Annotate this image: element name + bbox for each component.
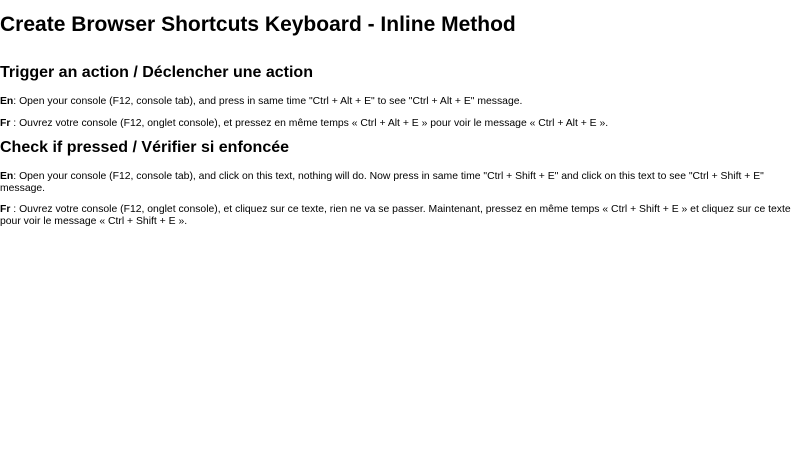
clickable-text-french[interactable]: [0, 204, 800, 227]
language-label-fr: Fr: [0, 204, 11, 215]
instruction-english-trigger: [0, 96, 800, 108]
instruction-text-fr: Ouvrez votre console (F12, onglet console), et cliquez sur ce texte, rien ne va se passer. Maintenant, pressez en même temps « Ctrl + Shift + E » et cliquez sur ce texte pour voir le message « Ctrl + Shift + E ».: [0, 204, 791, 227]
label-separator: :: [13, 171, 20, 182]
clickable-text-english[interactable]: [0, 171, 800, 194]
label-separator: :: [10, 204, 20, 215]
section-check-pressed: [0, 138, 800, 227]
section-heading-check-pressed: Check if pressed / Vérifier si enfoncée: [0, 139, 290, 156]
instruction-text-fr: Ouvrez votre console (F12, onglet console), et pressez en même temps « Ctrl + Alt + E » pour voir le message « Ctrl + Alt + E ».: [19, 117, 609, 129]
language-label-en: En: [0, 171, 14, 182]
label-separator: :: [13, 96, 20, 107]
instruction-text-en: Open your console (F12, console tab), and press in same time "Ctrl + Alt + E" to see "Ctrl + Alt + E" message.: [19, 96, 523, 107]
section-trigger-action: [0, 63, 800, 129]
language-label-fr: Fr: [0, 117, 11, 129]
instruction-text-en: Open your console (F12, console tab), and click on this text, nothing will do. Now press in same time "Ctrl + Shift + E" and click on this text to see "Ctrl + Shift + E" message.: [0, 171, 764, 194]
page-content: [0, 13, 800, 227]
page-title: Create Browser Shortcuts Keyboard - Inline Method: [0, 13, 516, 36]
language-label-en: En: [0, 96, 14, 107]
label-separator: :: [10, 117, 20, 129]
section-heading-trigger-action: Trigger an action / Déclencher une action: [0, 64, 313, 81]
instruction-french-trigger: [0, 118, 800, 130]
